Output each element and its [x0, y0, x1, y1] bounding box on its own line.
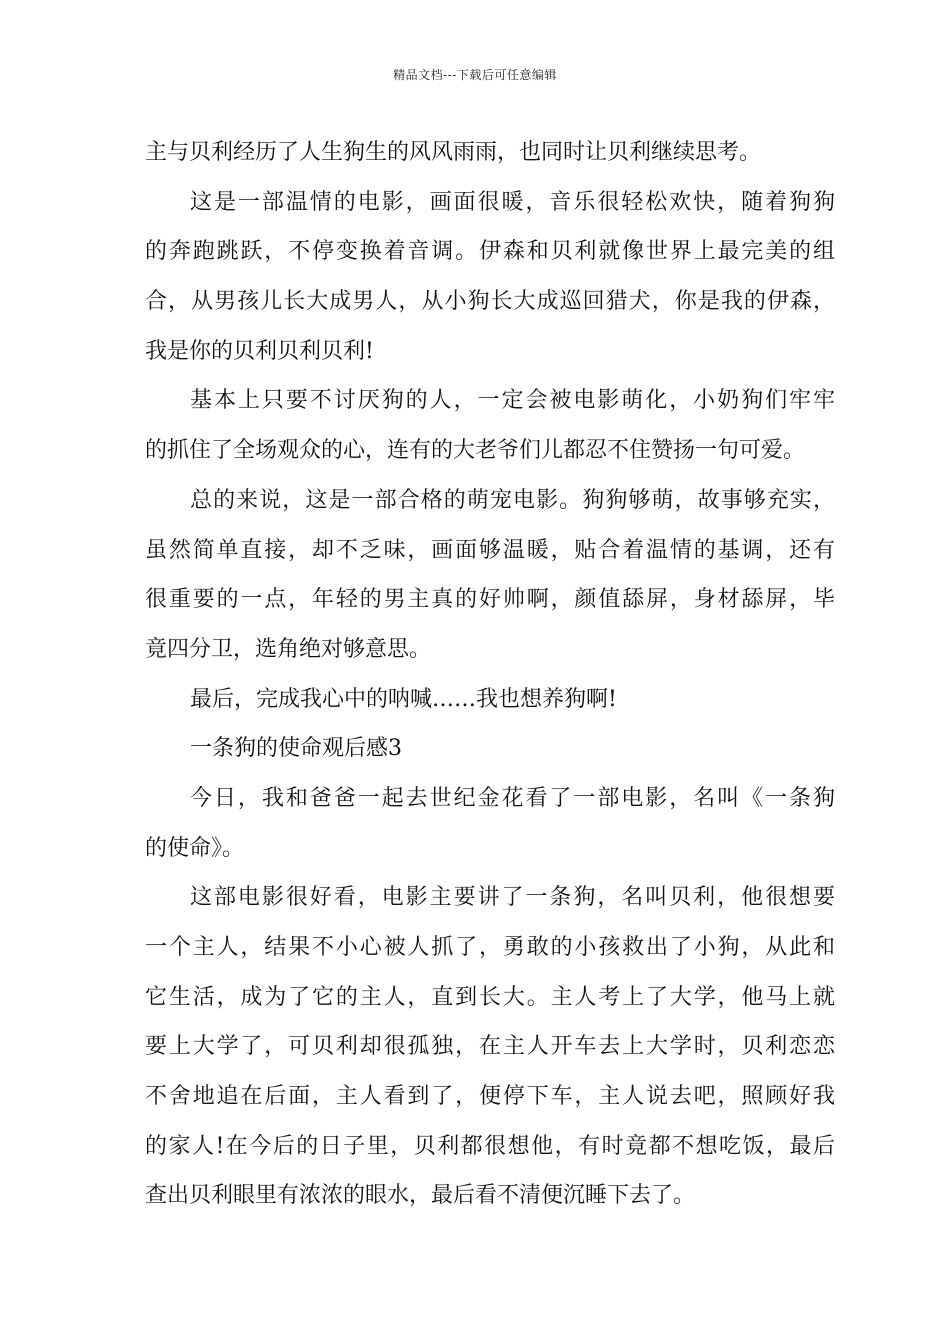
text-line: 这部电影很好看，电影主要讲了一条狗，名叫贝利，他很想要 — [190, 885, 835, 911]
text-line: 的使命》。 — [145, 835, 245, 861]
text-line: 虽然简单直接，却不乏味，画面够温暖，贴合着温情的基调，还有 — [145, 537, 835, 563]
text-line: 这是一部温情的电影，画面很暖，音乐很轻松欢快，随着狗狗 — [190, 189, 835, 215]
text-line: 合，从男孩儿长大成男人，从小狗长大成巡回猎犬，你是我的伊森， — [145, 289, 835, 315]
text-line: 的抓住了全场观众的心，连有的大老爷们儿都忍不住赞扬一句可爱。 — [145, 438, 806, 464]
text-line: 竟四分卫，选角绝对够意思。 — [145, 636, 432, 662]
text-line: 今日，我和爸爸一起去世纪金花看了一部电影，名叫《一条狗 — [190, 785, 835, 811]
text-line: 要上大学了，可贝利却很孤独，在主人开车去上大学时，贝利恋恋 — [145, 1034, 835, 1060]
text-line: 查出贝利眼里有浓浓的眼水，最后看不清便沉睡下去了。 — [145, 1183, 696, 1209]
text-line: 总的来说，这是一部合格的萌宠电影。狗狗够萌，故事够充实， — [190, 487, 835, 513]
text-line: 很重要的一点，年轻的男主真的好帅啊，颜值舔屏，身材舔屏，毕 — [145, 587, 835, 613]
text-line: 一条狗的使命观后感3 — [190, 736, 402, 762]
text-line: 最后，完成我心中的呐喊……我也想养狗啊! — [190, 686, 617, 712]
page-header: 精品文档---下载后可任意编辑 — [393, 68, 557, 82]
text-line: 不舍地追在后面，主人看到了，便停下车，主人说去吧，照顾好我 — [145, 1084, 835, 1110]
text-line: 一个主人，结果不小心被人抓了，勇敢的小孩救出了小狗，从此和 — [145, 935, 835, 960]
document-body — [145, 128, 835, 1221]
text-line: 的奔跑跳跃，不停变换着音调。伊森和贝利就像世界上最完美的组 — [145, 239, 835, 265]
text-line: 它生活，成为了它的主人，直到长大。主人考上了大学，他马上就 — [145, 984, 835, 1010]
text-line: 的家人!在今后的日子里，贝利都很想他，有时竟都不想吃饭，最后 — [145, 1133, 835, 1159]
text-line: 基本上只要不讨厌狗的人，一定会被电影萌化，小奶狗们牢牢 — [190, 388, 835, 414]
text-line: 主与贝利经历了人生狗生的风风雨雨，也同时让贝利继续思考。 — [145, 140, 762, 165]
text-line: 我是你的贝利贝利贝利! — [145, 338, 374, 364]
